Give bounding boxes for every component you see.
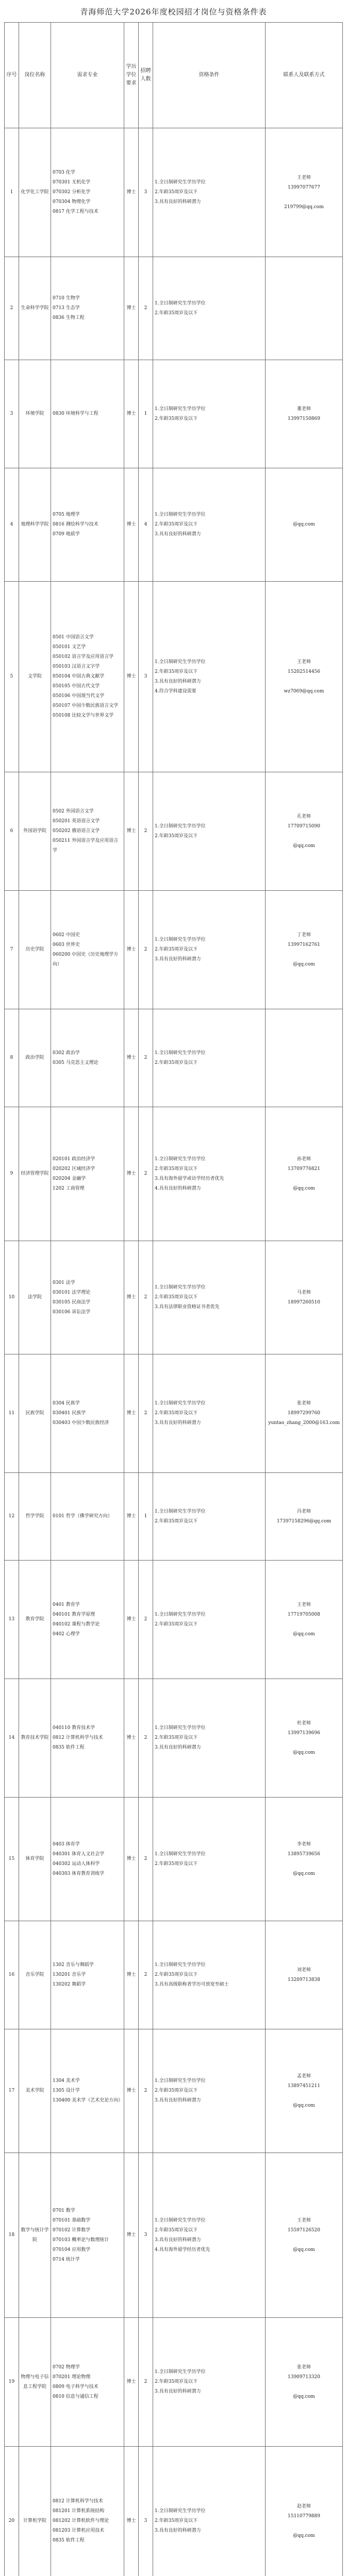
row-count: 2	[139, 891, 153, 1009]
row-seq: 20	[5, 2447, 19, 2576]
header-conditions: 资格条件	[153, 23, 266, 128]
row-seq: 2	[5, 257, 19, 360]
row-edu: 博士	[124, 1561, 139, 1679]
row-edu: 博士	[124, 1921, 139, 2029]
table-row	[5, 128, 343, 257]
table-row	[5, 2447, 343, 2576]
row-seq: 5	[5, 582, 19, 772]
row-major: 0302 政治学 0305 马克思主义理论	[51, 1009, 124, 1107]
row-edu: 博士	[124, 360, 139, 468]
row-seq: 18	[5, 2153, 19, 2318]
row-conditions: 1.全日制研究生学历学位 2.年龄35周岁及以下	[153, 360, 266, 468]
row-unit: 生命科学学院	[19, 257, 51, 360]
row-conditions: 1.全日制研究生学历学位 2.年龄35周岁及以下 3.具有法律职业资格证书者优先	[153, 1241, 266, 1354]
row-count: 2	[139, 257, 153, 360]
row-unit: 法学院	[19, 1241, 51, 1354]
row-major: 0705 地理学 0816 测绘科学与技术 0709 地质学	[51, 468, 124, 582]
row-edu: 博士	[124, 2318, 139, 2447]
row-conditions: 1.全日制研究生学历学位 2.年龄35周岁及以下	[153, 1473, 266, 1561]
row-unit: 体育学院	[19, 1798, 51, 1921]
row-conditions: 1.全日制研究生学历学位 2.年龄35周岁及以下	[153, 1561, 266, 1679]
row-contact: 马老师 18997260510	[266, 1241, 343, 1354]
row-contact: 王老师 13997077677 219799@qq.com	[266, 128, 343, 257]
row-count: 2	[139, 1354, 153, 1473]
document-title: 青海师范大学2026年度校园招才岗位与资格条件表	[80, 7, 267, 16]
row-conditions: 1.全日制研究生学历学位 2.年龄35周岁及以下 3.具有良好的科研潜力 4.符合学科建设需要	[153, 582, 266, 772]
row-edu: 博士	[124, 582, 139, 772]
row-edu: 博士	[124, 891, 139, 1009]
row-conditions: 1.全日制研究生学历学位 2.年龄35周岁及以下 3.具有良好的科研潜力	[153, 2318, 266, 2447]
row-major: 0301 法学 030101 法学理论 030105 民商法学 030106 诉讼法学	[51, 1241, 124, 1354]
row-unit: 物理与电子信息工程学院	[19, 2318, 51, 2447]
row-major: 0602 中国史 0603 世界史 060200 中国史（历史地理学方向）	[51, 891, 124, 1009]
row-unit: 文学院	[19, 582, 51, 772]
row-major: 0701 数学 070101 基础数学 070102 计算数学 070103 概率论与数理统计 070104 应用数学 0714 统计学	[51, 2153, 124, 2318]
row-edu: 博士	[124, 1107, 139, 1241]
row-contact: 张老师 18997299760 yuntao_zhang_2000@163.com	[266, 1354, 343, 1473]
row-conditions: 1.全日制研究生学历学位 2.年龄35周岁及以下 3.具有良好的科研潜力	[153, 2029, 266, 2153]
row-contact: 赵老师 15110779889 @qq.com	[266, 2447, 343, 2576]
row-contact: 丁老师 13997162761 @qq.com	[266, 891, 343, 1009]
row-contact: 冯老师 17397158296@qq.com	[266, 1473, 343, 1561]
row-contact: 王老师 15597126520 @qq.com	[266, 2153, 343, 2318]
row-edu: 博士	[124, 2029, 139, 2153]
row-count: 2	[139, 1009, 153, 1107]
row-contact: 李老师 13895739656 @qq.com	[266, 1798, 343, 1921]
row-count: 3	[139, 128, 153, 257]
row-seq: 3	[5, 360, 19, 468]
row-seq: 4	[5, 468, 19, 582]
row-seq: 12	[5, 1473, 19, 1561]
row-unit: 数学与统计学院	[19, 2153, 51, 2318]
row-unit: 外国语学院	[19, 772, 51, 891]
row-count: 2	[139, 2318, 153, 2447]
row-count: 3	[139, 582, 153, 772]
row-major: 0502 外国语言文学 050201 英语语言文学 050202 俄语语言文学 050211 外国语言学及应用语言学	[51, 772, 124, 891]
row-major: 0403 体育学 040301 体育人文社会学 040302 运动人体科学 040303 体育教育训练学	[51, 1798, 124, 1921]
row-conditions: 1.全日制研究生学历学位 2.年龄35周岁及以下	[153, 1798, 266, 1921]
header-major: 需求专业	[51, 23, 124, 128]
row-unit: 哲学学院	[19, 1473, 51, 1561]
table-row	[5, 1009, 343, 1107]
row-unit: 计算机学院	[19, 2447, 51, 2576]
row-edu: 博士	[124, 2447, 139, 2576]
row-edu: 博士	[124, 772, 139, 891]
row-seq: 11	[5, 1354, 19, 1473]
row-count: 1	[139, 1473, 153, 1561]
row-contact: 刘老师 13209713838	[266, 1921, 343, 2029]
row-major: 0101 哲学（佛学研究方向）	[51, 1473, 124, 1561]
row-edu: 博士	[124, 1354, 139, 1473]
row-conditions: 1.全日制研究生学历学位 2.年龄35周岁及以下	[153, 772, 266, 891]
row-edu: 博士	[124, 128, 139, 257]
row-count: 4	[139, 468, 153, 582]
row-major: 0304 民族学 030401 民族学 030403 中国少数民族经济	[51, 1354, 124, 1473]
row-major: 0710 生物学 0713 生态学 0836 生物工程	[51, 257, 124, 360]
table-row	[5, 1107, 343, 1241]
table-row	[5, 257, 343, 360]
row-major: 1302 音乐与舞蹈学 130201 音乐学 130202 舞蹈学	[51, 1921, 124, 2029]
row-contact: 孟老师 13897451211 @qq.com	[266, 2029, 343, 2153]
row-contact: 董老师 13997150869	[266, 360, 343, 468]
row-seq: 7	[5, 891, 19, 1009]
row-contact: 杜老师 13997139696 @qq.com	[266, 1679, 343, 1798]
positions-table	[4, 22, 343, 2576]
header-contact: 联系人及联系方式	[266, 23, 343, 128]
row-count: 2	[139, 772, 153, 891]
table-row	[5, 2029, 343, 2153]
row-unit: 环境学院	[19, 360, 51, 468]
row-count: 3	[139, 2447, 153, 2576]
row-seq: 16	[5, 1921, 19, 2029]
row-seq: 15	[5, 1798, 19, 1921]
table-row	[5, 2318, 343, 2447]
row-contact: 孔老师 17709715090 @qq.com	[266, 772, 343, 891]
row-contact: 王老师 15202514456 wz7069@qq.com	[266, 582, 343, 772]
row-edu: 博士	[124, 468, 139, 582]
row-seq: 17	[5, 2029, 19, 2153]
row-major: 0812 计算机科学与技术 081201 计算机系统结构 081202 计算机软件与理论 081203 计算机应用技术 0835 软件工程	[51, 2447, 124, 2576]
row-count: 2	[139, 1679, 153, 1798]
table-row	[5, 360, 343, 468]
row-edu: 博士	[124, 1798, 139, 1921]
table-row	[5, 2153, 343, 2318]
row-conditions: 1.全日制研究生学历学位 2.年龄35周岁及以下 3.具有良好的科研潜力	[153, 128, 266, 257]
row-edu: 博士	[124, 257, 139, 360]
row-count: 2	[139, 2029, 153, 2153]
table-row	[5, 1473, 343, 1561]
row-major: 0401 教育学 040101 教育学原理 040102 课程与教学论 0402 心理学	[51, 1561, 124, 1679]
row-contact	[266, 1009, 343, 1107]
row-count: 2	[139, 1107, 153, 1241]
row-seq: 8	[5, 1009, 19, 1107]
row-contact: @qq.com	[266, 468, 343, 582]
row-conditions: 1.全日制研究生学历学位 2.年龄35周岁及以下 3.具有良好的科研潜力	[153, 1679, 266, 1798]
row-unit: 教育学院	[19, 1561, 51, 1679]
row-edu: 博士	[124, 2153, 139, 2318]
row-count: 3	[139, 2153, 153, 2318]
row-unit: 音乐学院	[19, 1921, 51, 2029]
row-unit: 民族学院	[19, 1354, 51, 1473]
row-unit: 教育技术学院	[19, 1679, 51, 1798]
row-contact: 孙老师 13709776821 @qq.com	[266, 1107, 343, 1241]
row-unit: 经济管理学院	[19, 1107, 51, 1241]
table-row	[5, 1354, 343, 1473]
row-major: 040110 教育技术学 0812 计算机科学与技术 0835 软件工程	[51, 1679, 124, 1798]
header-count: 招聘人数	[139, 23, 153, 128]
row-edu: 博士	[124, 1009, 139, 1107]
row-major: 0501 中国语言文学 050101 文艺学 050102 语言学及应用语言学 050103 汉语言文字学 050104 中国古典文献学 050105 中国古代文学 050106 中国现当代文学 050107 中国少数民族语言文学 050108 比较文学与世界文学	[51, 582, 124, 772]
table-row	[5, 891, 343, 1009]
row-conditions: 1.全日制研究生学历学位 2.年龄35周岁及以下 3.具有良好的科研潜力	[153, 468, 266, 582]
row-unit: 历史学院	[19, 891, 51, 1009]
row-unit: 地理科学学院	[19, 468, 51, 582]
row-conditions: 1.全日制研究生学历学位 2.年龄35周岁及以下	[153, 257, 266, 360]
row-conditions: 1.全日制研究生学历学位 2.年龄35周岁及以下 3.具有海外留学或访学经历者优先 4.具有良好的科研潜力	[153, 1107, 266, 1241]
table-row	[5, 1241, 343, 1354]
table-row	[5, 1798, 343, 1921]
row-conditions: 1.全日制研究生学历学位 2.年龄35周岁及以下	[153, 1009, 266, 1107]
row-major: 0703 化学 070301 无机化学 070302 分析化学 070304 物理化学 0817 化学工程与技术	[51, 128, 124, 257]
row-major: 0702 物理学 070201 理论物理 0809 电子科学与技术 0810 信息与通信工程	[51, 2318, 124, 2447]
row-seq: 13	[5, 1561, 19, 1679]
row-contact	[266, 257, 343, 360]
header-seq: 序号	[5, 23, 19, 128]
table-row	[5, 1679, 343, 1798]
table-row	[5, 582, 343, 772]
row-conditions: 1.全日制研究生学历学位 2.年龄35周岁及以下 3.具有良好的科研潜力	[153, 2447, 266, 2576]
row-unit: 美术学院	[19, 2029, 51, 2153]
header-unit: 岗位名称	[19, 23, 51, 128]
table-row	[5, 468, 343, 582]
row-count: 1	[139, 360, 153, 468]
row-seq: 10	[5, 1241, 19, 1354]
row-count: 2	[139, 1798, 153, 1921]
row-edu: 博士	[124, 1679, 139, 1798]
table-row	[5, 1561, 343, 1679]
row-conditions: 1.全日制研究生学历学位 2.年龄35周岁及以下 3.具有良好的科研潜力 4.具有海外留学经历者优先	[153, 2153, 266, 2318]
row-major: 020101 政治经济学 020202 区域经济学 020204 金融学 1202 工商管理	[51, 1107, 124, 1241]
header-edu: 学历学位要求	[124, 23, 139, 128]
row-count: 2	[139, 1561, 153, 1679]
row-unit: 化学化工学院	[19, 128, 51, 257]
row-major: 0830 环境科学与工程	[51, 360, 124, 468]
row-unit: 政治学院	[19, 1009, 51, 1107]
row-seq: 19	[5, 2318, 19, 2447]
table-row	[5, 1921, 343, 2029]
row-seq: 6	[5, 772, 19, 891]
row-conditions: 1.全日制研究生学历学位 2.年龄35周岁及以下 3.具有良好的科研潜力	[153, 1354, 266, 1473]
row-major: 1304 美术学 1305 设计学 130400 美术学（艺术史论方向）	[51, 2029, 124, 2153]
table-header-row	[5, 23, 343, 128]
row-conditions: 1.全日制研究生学历学位 2.年龄35周岁及以下 3.具有良好的科研潜力	[153, 891, 266, 1009]
row-seq: 9	[5, 1107, 19, 1241]
table-row	[5, 772, 343, 891]
row-edu: 博士	[124, 1473, 139, 1561]
row-seq: 14	[5, 1679, 19, 1798]
row-count: 2	[139, 1921, 153, 2029]
row-conditions: 1.全日制研究生学历学位 2.年龄35周岁及以下 3.具有高级职称者学历可放宽至硕士	[153, 1921, 266, 2029]
row-contact: 张老师 13909713320 @qq.com	[266, 2318, 343, 2447]
row-edu: 博士	[124, 1241, 139, 1354]
table-body	[5, 128, 343, 2576]
row-contact: 王老师 17719705008 @qq.com	[266, 1561, 343, 1679]
row-count: 2	[139, 1241, 153, 1354]
row-seq: 1	[5, 128, 19, 257]
